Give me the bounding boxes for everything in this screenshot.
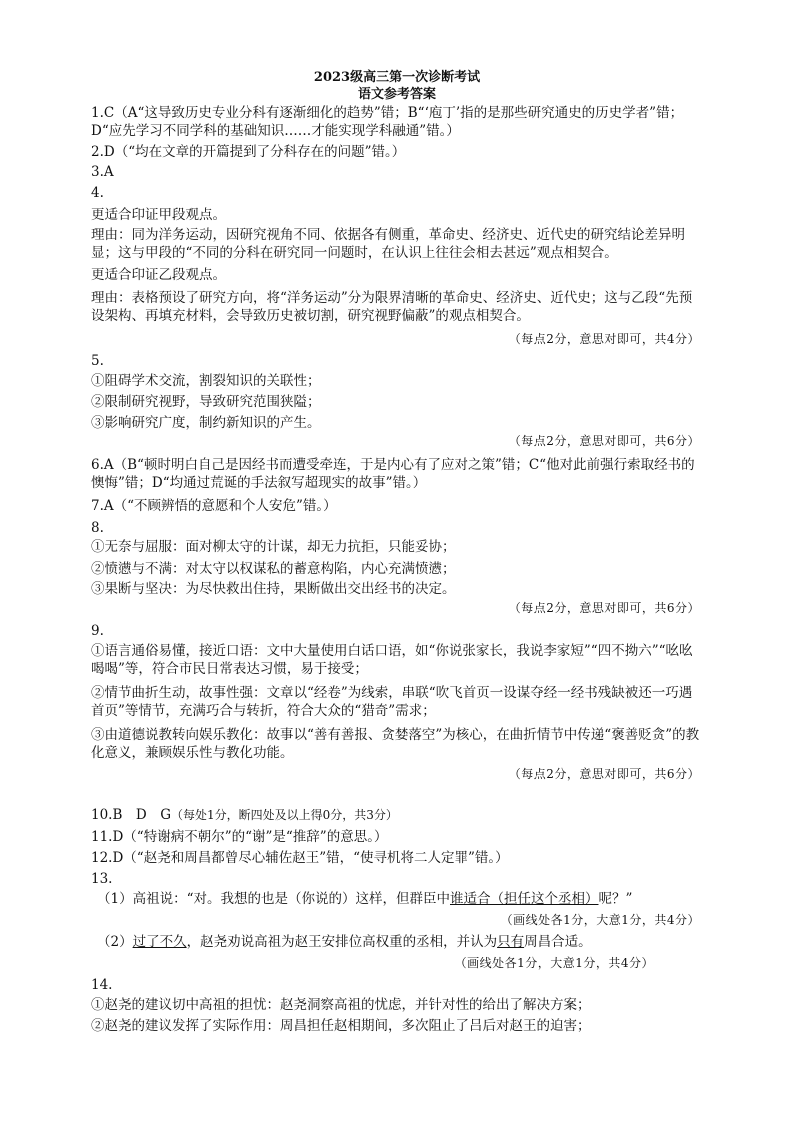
answer-5-point-3: ③影响研究广度，制约新知识的产生。 [91,415,321,431]
answer-13-score-1: （画线处各1分，大意1分，共4分） [500,913,700,927]
page-title: 2023级高三第一次诊断考试 [313,70,481,85]
translation-2-end: 周昌合适。 [524,934,592,950]
answer-9-point-2: ②情节曲折生动，故事性强：文章以“经卷”为线索，串联“吹飞首页一设谋夺经一经书残缺被还一巧遇首页”等情节，充满巧合与转折，符合大众的“猎奇”需求； [91,685,693,719]
translation-2-underlined-1: 过了不久 [132,934,187,950]
page-subtitle: 语文参考答案 [357,87,436,102]
answer-14-point-1: ①赵尧的建议切中高祖的担忧：赵尧洞察高祖的忧虑，并针对性的给出了解决方案； [91,997,591,1013]
answer-4-number: 4. [91,185,104,201]
answer-10-choices: 10.B D G [91,807,171,823]
answer-13-score-2: （画线处各1分，大意1分，共4分） [454,956,654,970]
translation-1-end: 呢？” [598,891,633,907]
answer-6: 6.A（B“顿时明白自己是因经书而遭受牵连，于是内心有了应对之策”错；C“他对此前强行索取经书的懊悔”错；D“均通过荒诞的手法叙写超现实的故事”错。） [91,457,695,491]
answer-1: 1.C（A“这导致历史专业分科有逐渐细化的趋势”错；B“‘庖丁’指的是那些研究通史的历史学者”错；D“应先学习不同学科的基础知识……才能实现学科融通”错。） [91,105,684,139]
answer-4-point-1: 更适合印证甲段观点。 [91,207,226,223]
translation-2-label: （2） [97,934,133,950]
answer-7: 7.A（“不顾辨悟的意愿和个人安危”错。） [91,498,337,514]
translation-1-text: （1）高祖说：“对。我想的也是（你说的）这样，但群臣中 [97,891,450,907]
answer-13-number: 13. [91,871,113,887]
answer-4-score: （每点2分，意思对即可，共4分） [508,332,700,346]
answer-9-number: 9. [91,623,104,639]
answer-11: 11.D（“特谢病不朝尔”的“谢”是“推辞”的意思。） [91,829,388,845]
answer-9-score: （每点2分，意思对即可，共6分） [508,767,700,781]
answer-5-point-2: ②限制研究视野，导致研究范围狭隘； [91,394,321,410]
translation-1-underlined: 谁适合（担任这个丞相） [450,891,599,907]
answer-2: 2.D（“均在文章的开篇提到了分科存在的问题”错。） [91,144,406,160]
answer-14-number: 14. [91,977,113,993]
answer-4-reason-2: 理由：表格预设了研究方向，将“洋务运动”分为限界清晰的革命史、经济史、近代史；这与乙段“先预设架构、再填充材料，会导致历史被切割，研究视野偏蔽”的观点相契合。 [91,290,693,324]
translation-2-underlined-2: 只有 [497,934,525,950]
answer-4-point-2: 更适合印证乙段观点。 [91,267,226,283]
answer-12: 12.D（“赵尧和周昌都曾尽心辅佐赵王”错，“使寻机将二人定罪”错。） [91,850,509,866]
answer-5-score: （每点2分，意思对即可，共6分） [508,434,700,448]
answer-8-score: （每点2分，意思对即可，共6分） [508,601,700,615]
answer-8-number: 8. [91,520,104,536]
answer-13-translation-1 [97,890,632,908]
answer-14-point-2: ②赵尧的建议发挥了实际作用：周昌担任赵相期间，多次阻止了吕后对赵王的迫害； [91,1018,591,1034]
answer-4-reason-1: 理由：同为洋务运动，因研究视角不同、依据各有侧重，革命史、经济史、近代史的研究结论差异明显；这与甲段的“不同的分科在研究同一问题时，在认识上往往会相去甚远”观点相契合。 [91,227,685,261]
answer-9-point-3: ③由道德说教转向娱乐教化：故事以“善有善报、贪婪落空”为核心，在曲折情节中传递“褒善贬贪”的教化意义，兼顾娱乐性与教化功能。 [91,727,700,761]
answer-10-score: （每处1分，断四处及以上得0分，共3分） [171,808,398,822]
answer-13-translation-2 [97,933,592,951]
answer-3: 3.A [91,164,114,180]
answer-5-number: 5. [91,353,104,369]
translation-2-text: ，赵尧劝说高祖为赵王安排位高权重的丞相，并认为 [186,934,498,950]
answer-8-point-2: ②愤懑与不满：对太守以权谋私的蓄意构陷，内心充满愤懑； [91,561,456,577]
answer-5-point-1: ①阻碍学术交流，割裂知识的关联性； [91,373,321,389]
answer-8-point-3: ③果断与坚决：为尽快救出住持，果断做出交出经书的决定。 [91,581,456,597]
answer-10 [91,806,398,824]
answer-8-point-1: ①无奈与屈服：面对柳太守的计谋，却无力抗拒，只能妥协； [91,539,456,555]
answer-9-point-1: ①语言通俗易懂，接近口语：文中大量使用白话口语，如“你说张家长，我说李家短”“四不拗六”“吆吆喝喝”等，符合市民日常表达习惯，易于接受； [91,643,693,677]
